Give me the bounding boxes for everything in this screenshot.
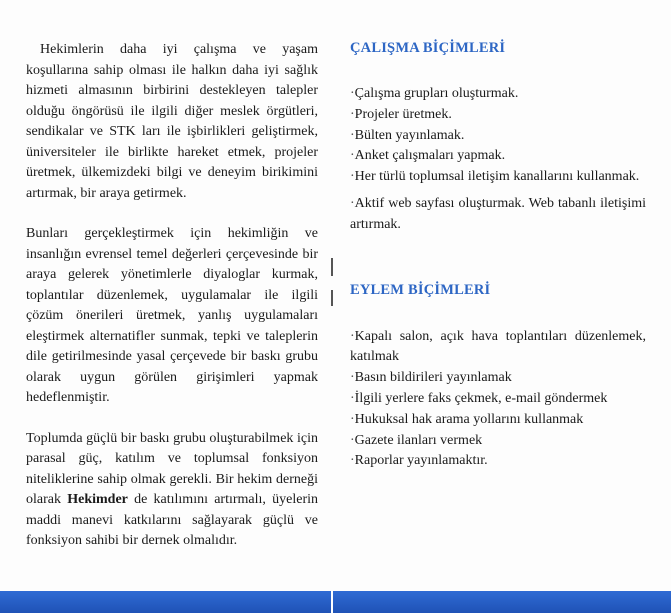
- paragraph-1-text: Hekimlerin daha iyi çalışma ve yaşam koşullarına sahip olması ile halkın daha iyi sağlık hizmeti almasının birbirini destekleyen talepler olduğu öngörüsü ile ilgili diğer meslek örgütleri, sendikalar ve STK ları ile işbirlikleri geliştirmek, üniversiteler ile birlikte hareket etmek, projeler üretmek, ülkemizdeki bilgi ve deneyim birikimini artırmak, bir araya getirmek.: [26, 42, 318, 201]
- calisma-item-text: Projeler üretmek.: [354, 106, 452, 122]
- eylem-item-text: Hukuksal hak arama yollarını kullanmak: [354, 411, 584, 427]
- hekimder-bold: Hekimder: [67, 492, 128, 507]
- bottom-bar-fold: [331, 591, 333, 613]
- paragraph-2: [26, 224, 318, 409]
- eylem-item: [350, 389, 646, 410]
- paragraph-2-text: Bunları gerçekleştirmek için hekimliğin ve insanlığın evrensel temel değerleri çerçevesinde bir araya gelerek yönetimlerle diyaloglar kurmak, toplantılar düzenlemek, uygulamalar ile ilgili çözüm önerileri üretmek, yanlış uygulamaları eleştirmek alternatifler sunmak, tepki ve taleplerin dile getirilmesinde yasal çerçevede bir baskı grubu olarak uygun görülen girişimleri yapmak hedeflenmiştir.: [26, 226, 318, 405]
- eylem-item: [350, 368, 646, 389]
- calisma-item: [350, 146, 646, 167]
- eylem-item: [350, 451, 646, 472]
- bottom-color-bar: [0, 591, 671, 613]
- eylem-item-text: Gazete ilanları vermek: [354, 432, 483, 448]
- paragraph-1: [26, 40, 318, 204]
- calisma-list: [350, 84, 646, 236]
- calisma-item: [350, 194, 646, 236]
- calisma-item: [350, 105, 646, 126]
- fold-mark-2: [331, 290, 333, 306]
- calisma-item-text: Bülten yayınlamak.: [354, 127, 465, 143]
- paragraph-3-text: Toplumda güçlü bir baskı grubu oluşturabilmek için parasal güç, katılım ve toplumsal fonksiyon niteliklerine sahip olmak gerekli. Bir hekim derneği olarak: [26, 430, 318, 507]
- eylem-item-text: Basın bildirileri yayınlamak: [354, 370, 512, 386]
- right-column: [350, 40, 646, 472]
- eylem-item: [350, 431, 646, 452]
- left-column: [26, 40, 318, 572]
- bullet: ·: [350, 169, 355, 185]
- calisma-item: [350, 84, 646, 105]
- fold-mark-1: [331, 258, 333, 276]
- bullet: ·: [350, 86, 355, 101]
- bullet: ·: [350, 148, 355, 164]
- eylem-item: [350, 327, 646, 369]
- eylem-item-text: İlgili yerlere faks çekmek, e-mail göndermek: [354, 390, 608, 406]
- bullet: ·: [350, 411, 355, 427]
- paragraph-3-text-end: de katılımını artırmalı, üyelerin maddi manevi katkılarını sağlayarak güçlü ve fonksiyon sahibi bir dernek olmalıdır.: [26, 492, 318, 548]
- bullet: ·: [350, 195, 355, 211]
- eylem-list: [350, 327, 646, 473]
- bullet: ·: [350, 106, 355, 122]
- eylem-item-text: Raporlar yayınlamaktır.: [354, 453, 488, 469]
- paragraph-3: [26, 429, 318, 552]
- bullet: ·: [350, 370, 355, 386]
- calisma-item-text: Çalışma grupları oluşturmak.: [354, 86, 519, 101]
- calisma-heading: ÇALIŞMA BİÇİMLERİ: [350, 40, 506, 56]
- bullet: ·: [350, 432, 355, 448]
- calisma-item: [350, 167, 646, 188]
- calisma-item-text: Aktif web sayfası oluşturmak. Web tabanlı iletişimi artırmak.: [350, 195, 646, 232]
- eylem-item: [350, 410, 646, 431]
- bullet: ·: [350, 453, 355, 469]
- eylem-heading: EYLEM BİÇİMLERİ: [350, 281, 491, 298]
- calisma-item: [350, 126, 646, 147]
- bullet: ·: [350, 390, 355, 406]
- calisma-item-text: Anket çalışmaları yapmak.: [354, 148, 506, 164]
- bullet: ·: [350, 328, 355, 344]
- calisma-item-text: Her türlü toplumsal iletişim kanallarını kullanmak.: [354, 169, 640, 185]
- eylem-item-text: Kapalı salon, açık hava toplantıları düzenlemek, katılmak: [350, 328, 646, 365]
- bullet: ·: [350, 127, 355, 143]
